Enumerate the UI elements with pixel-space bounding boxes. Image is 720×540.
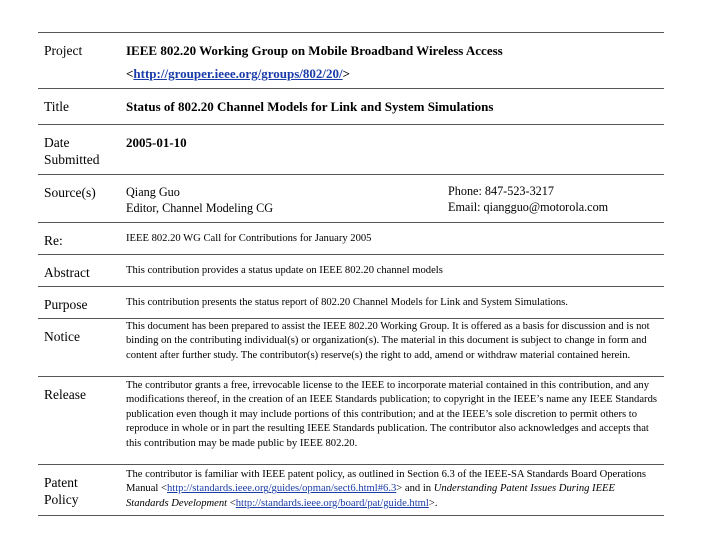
row-re bbox=[38, 222, 664, 254]
row-patent bbox=[38, 464, 664, 516]
source-email: Email: qiangguo@motorola.com bbox=[448, 200, 609, 214]
value-re: IEEE 802.20 WG Call for Contributions for January 2005 bbox=[126, 233, 372, 244]
row-purpose bbox=[38, 286, 664, 318]
patent-text-2: > and in bbox=[396, 483, 434, 495]
source-name: Qiang Guo bbox=[126, 185, 180, 199]
project-url-link[interactable]: http://grouper.ieee.org/groups/802/20/ bbox=[133, 66, 343, 81]
label-date bbox=[44, 134, 124, 168]
label-date-line2: Submitted bbox=[44, 152, 100, 167]
patent-text-3: < bbox=[227, 497, 236, 509]
label-patent bbox=[44, 474, 124, 508]
source-phone: Phone: 847-523-3217 bbox=[448, 184, 554, 198]
label-patent-line2: Policy bbox=[44, 492, 79, 507]
label-sources: Source(s) bbox=[44, 185, 96, 200]
patent-text-4: >. bbox=[428, 497, 438, 509]
label-abstract: Abstract bbox=[44, 265, 90, 280]
value-purpose: This contribution presents the status report of 802.20 Channel Models for Link and System Simulations. bbox=[126, 297, 568, 308]
label-re: Re: bbox=[44, 233, 63, 248]
value-date: 2005-01-10 bbox=[126, 135, 187, 150]
url-open-bracket: < bbox=[126, 66, 134, 81]
row-title bbox=[38, 88, 664, 124]
label-date-line1: Date bbox=[44, 135, 70, 150]
url-close-bracket: > bbox=[342, 66, 351, 81]
patent-link-opman[interactable]: http://standards.ieee.org/guides/opman/sect6.html#6.3 bbox=[166, 483, 397, 495]
project-url-line bbox=[126, 65, 660, 82]
project-title: IEEE 802.20 Working Group on Mobile Broadband Wireless Access bbox=[126, 43, 503, 58]
value-project bbox=[126, 42, 660, 82]
patent-guide-title: Understanding Patent Issues During IEEE Standards Development bbox=[126, 483, 616, 509]
label-purpose: Purpose bbox=[44, 297, 88, 312]
value-notice: This document has been prepared to assist the IEEE 802.20 Working Group. It is offered as a basis for discussion and is not binding on the contributing individual(s) or organization(s). The material in this document is subject to change in form and content after further study. The contributor(s) reserve(s) the right to add, amend or withdraw material contained herein. bbox=[126, 321, 650, 361]
value-patent bbox=[126, 468, 660, 511]
value-release: The contributor grants a free, irrevocable license to the IEEE to incorporate material contained in this contribution, and any modifications thereof, in the creation of an IEEE Standards publication; to copyright in the IEEE’s name any IEEE Standards publication even though it may include portions of this contribution; and at the IEEE’s sole discretion to permit others to reproduce in whole or in part the resulting IEEE Standards publication. The contributor also acknowledges and accepts that this contribution may be made public by IEEE 802.20. bbox=[126, 380, 658, 449]
label-title: Title bbox=[44, 99, 70, 114]
row-notice bbox=[38, 318, 664, 376]
row-sources bbox=[38, 174, 664, 222]
value-sources bbox=[126, 184, 660, 216]
source-contact bbox=[448, 183, 608, 215]
row-release bbox=[38, 376, 664, 464]
patent-link-guide[interactable]: http://standards.ieee.org/board/pat/guide.html bbox=[235, 497, 429, 509]
label-patent-line1: Patent bbox=[44, 475, 78, 490]
row-project bbox=[38, 32, 664, 88]
label-notice: Notice bbox=[44, 329, 80, 344]
value-title: Status of 802.20 Channel Models for Link and System Simulations bbox=[126, 99, 494, 114]
label-project: Project bbox=[44, 43, 83, 58]
row-date bbox=[38, 124, 664, 174]
row-abstract bbox=[38, 254, 664, 286]
label-release: Release bbox=[44, 387, 86, 402]
document-header-table bbox=[38, 32, 664, 516]
patent-text-1: The contributor is familiar with IEEE patent policy, as outlined in Section 6.3 of the IEEE-SA Standards Board Operations Manual < bbox=[126, 469, 647, 495]
source-role: Editor, Channel Modeling CG bbox=[126, 201, 274, 215]
value-abstract: This contribution provides a status update on IEEE 802.20 channel models bbox=[126, 265, 443, 276]
